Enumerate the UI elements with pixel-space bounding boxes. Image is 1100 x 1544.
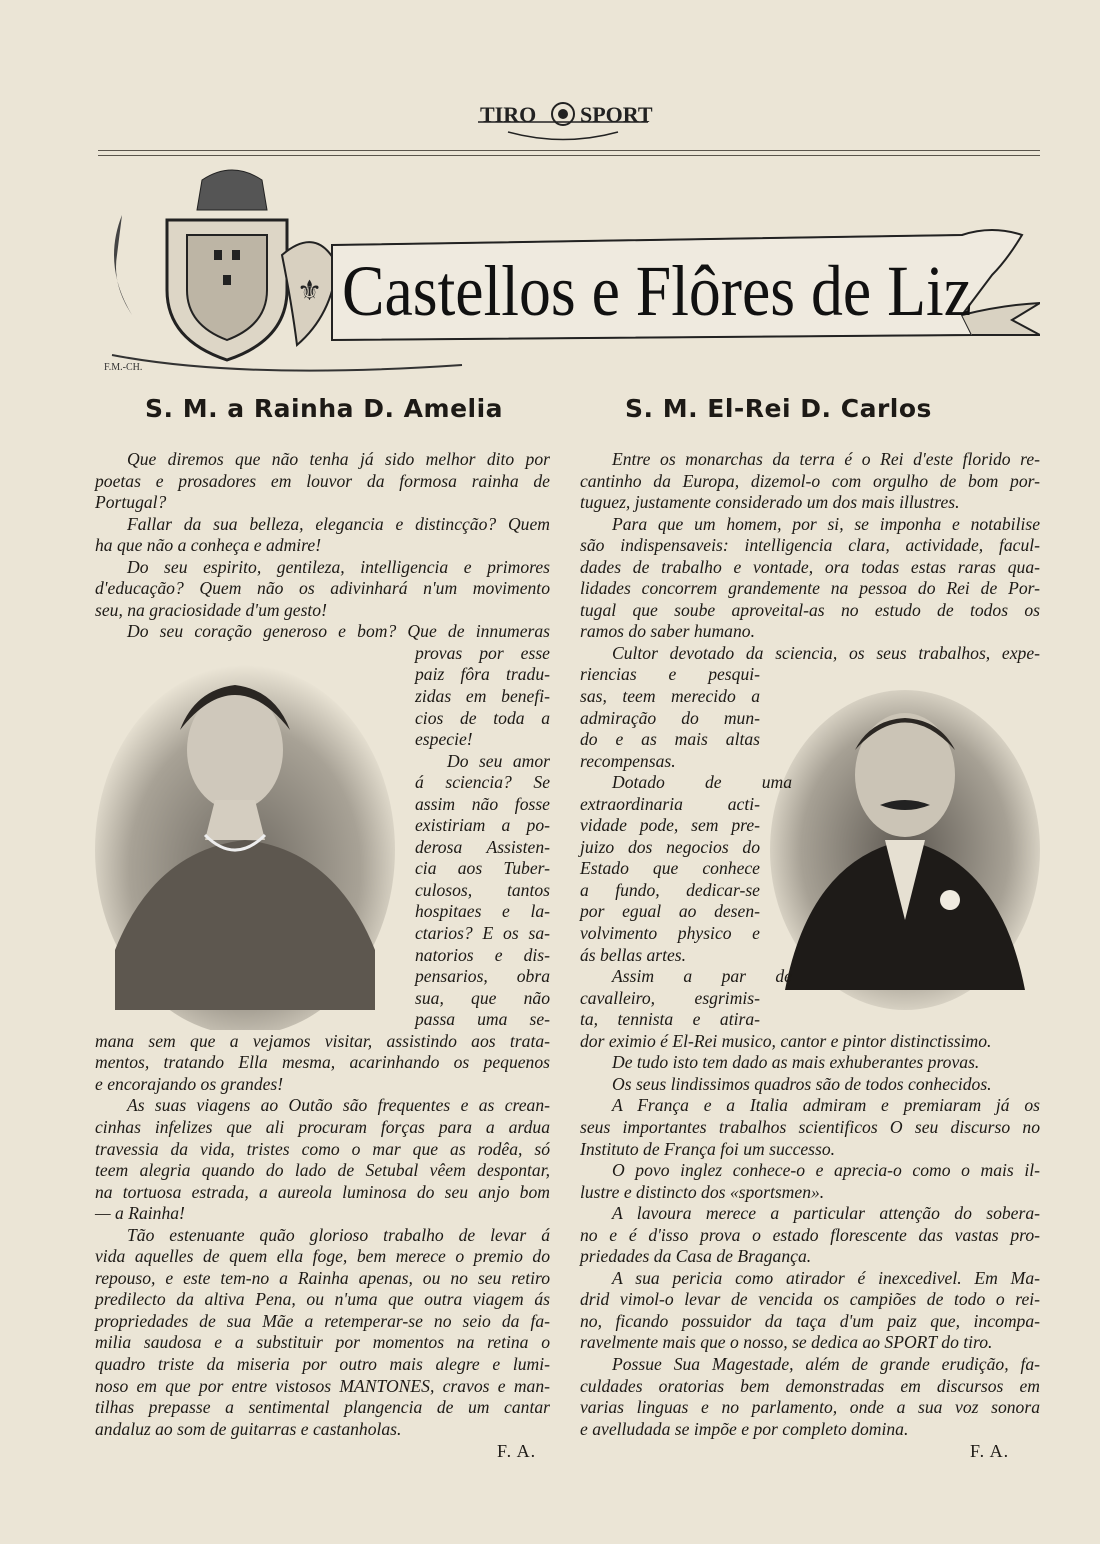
text-line: volvimento physico e: [580, 923, 760, 944]
text-line: sas, teem merecido a: [580, 686, 760, 707]
text-line: De tudo isto tem dado as mais exhuberantes provas.: [612, 1052, 980, 1073]
text-line: Os seus lindissimos quadros são de todos conhecidos.: [612, 1073, 992, 1094]
text-line: assim não fosse: [415, 793, 550, 814]
text-line: culosos, tantos: [415, 879, 550, 900]
text-line: travessia da vida, tristes como o mar que as rodêa, só: [95, 1138, 550, 1159]
title-banner: [92, 165, 1040, 385]
text-line: por egual ao desen-: [580, 901, 760, 922]
text-line: varias linguas e no parlamento, onde a sua voz sonora: [580, 1397, 1040, 1418]
text-line: Do seu coração generoso e bom? Que de innumeras: [127, 621, 550, 642]
svg-text:⚜: ⚜: [297, 276, 323, 307]
text-line: são indispensaveis: intelligencia clara, actividade, facul-: [580, 535, 1040, 556]
banner-title: Castellos e Flôres de Liz: [342, 251, 972, 331]
text-line: mentos, tratando Ella mesma, acarinhando os pequenos: [95, 1052, 550, 1073]
text-line: propriedades de sua Mãe a retemperar-se no seio da fa-: [95, 1310, 550, 1331]
text-line: mana sem que a vejamos visitar, assistindo aos trata-: [95, 1030, 550, 1051]
text-line: Tão estenuante quão glorioso trabalho de levar á: [127, 1224, 550, 1245]
text-line: drid vimol-o levar de vencida os campiões de todo o rei-: [580, 1289, 1040, 1310]
right-article-signature: F. A.: [970, 1441, 1010, 1461]
text-line: lustre e distincto dos «sportsmen».: [580, 1181, 825, 1202]
text-line: A França e a Italia admiram e premiaram já os: [612, 1095, 1040, 1116]
text-line: hospitaes e la-: [415, 901, 550, 922]
text-line: O povo inglez conhece-o e aprecia-o como o mais il-: [612, 1160, 1040, 1181]
text-line: Portugal?: [95, 492, 167, 513]
text-line: natorios e dis-: [415, 944, 550, 965]
text-line: A sua pericia como atirador é inexcedivel. Em Ma-: [612, 1267, 1040, 1288]
header-rule: [98, 155, 1040, 156]
text-line: — a Rainha!: [95, 1203, 185, 1224]
text-line: na tortuosa estrada, a aureola luminosa do seu anjo bom: [95, 1181, 550, 1202]
text-line: existiriam a po-: [415, 815, 550, 836]
text-line: cios de toda a: [415, 707, 550, 728]
svg-text:TIRO: TIRO: [480, 102, 537, 127]
text-line: dades de trabalho e vontade, ora todas estas raras qua-: [580, 556, 1040, 577]
text-line: ctarios? E os sa-: [415, 923, 550, 944]
text-line: cavalleiro, esgrimis-: [580, 987, 760, 1008]
text-line: Assim a par de: [612, 966, 792, 987]
left-article-heading: S. M. a Rainha D. Amelia: [145, 394, 504, 423]
text-line: pensarios, obra: [415, 966, 550, 987]
text-line: e avelludada se impõe e por completo domina.: [580, 1418, 909, 1439]
text-line: cinhas infelizes que ali procuram forças para a ardua: [95, 1116, 550, 1137]
text-line: dor eximio é El-Rei musico, cantor e pintor distinctissimo.: [580, 1030, 992, 1051]
text-line: seus importantes trabalhos scientificos O seu discurso no: [580, 1116, 1040, 1137]
text-line: derosa Assisten-: [415, 836, 550, 857]
right-article-heading: S. M. El-Rei D. Carlos: [625, 394, 932, 423]
text-line: recompensas.: [580, 750, 676, 771]
text-line: especie!: [415, 729, 473, 750]
text-line: tilhas prepasse a sentimental plangencia de um cantar: [95, 1397, 550, 1418]
text-line: A lavoura merece a particular attenção do sobera-: [612, 1203, 1040, 1224]
text-line: Fallar da sua belleza, elegancia e distincção? Quem: [127, 513, 550, 534]
text-line: lidades concorrem grandemente na pessoa do Rei de Por-: [580, 578, 1040, 599]
text-line: a fundo, dedicar-se: [580, 879, 760, 900]
text-line: no, ficando possuidor da taça d'um paiz que, incompa-: [580, 1310, 1040, 1331]
text-line: Estado que conhece: [580, 858, 760, 879]
svg-text:SPORT: SPORT: [580, 102, 653, 127]
text-line: zidas em benefi-: [415, 686, 550, 707]
text-line: sua, que não: [415, 987, 550, 1008]
text-line: cantinho da Europa, dizemol-o com orgulho de bom por-: [580, 470, 1040, 491]
text-line: As suas viagens ao Outão são frequentes e as crean-: [127, 1095, 550, 1116]
text-line: quadro triste da miseria por outro mais alegre e lumi-: [95, 1353, 550, 1374]
text-line: no e é d'isso prova o estado florescente das vastas pro-: [580, 1224, 1040, 1245]
text-line: seu, na graciosidade d'um gesto!: [95, 599, 327, 620]
text-line: admiração do mun-: [580, 707, 760, 728]
text-line: cia aos Tuber-: [415, 858, 550, 879]
text-line: Instituto de França foi um successo.: [580, 1138, 836, 1159]
text-line: do e as mais altas: [580, 729, 760, 750]
text-line: provas por esse: [415, 642, 550, 663]
text-line: vida aquelles de quem ella foge, bem merece o premio do: [95, 1246, 550, 1267]
text-line: noso em que por entre vistosos MANTONES, cravos e man-: [95, 1375, 550, 1396]
text-line: Cultor devotado da sciencia, os seus trabalhos, expe-: [612, 642, 1040, 663]
text-line: Que diremos que não tenha já sido melhor dito por: [127, 449, 550, 469]
text-line: tugal que soube aproveital-as no estudo de todos os: [580, 599, 1040, 620]
left-article-signature: F. A.: [497, 1441, 537, 1461]
text-line: Entre os monarchas da terra é o Rei d'este florido re-: [612, 449, 1040, 469]
text-line: d'educação? Quem não os adivinhará n'um movimento: [95, 578, 550, 599]
right-article-body: [580, 449, 1040, 1440]
text-line: ha que não a conheça e admire!: [95, 535, 322, 556]
text-line: vidade pode, sem pre-: [580, 815, 760, 836]
text-line: ramos do saber humano.: [580, 621, 755, 642]
header-rule: [98, 150, 1040, 151]
text-line: Dotado de uma: [612, 772, 792, 793]
text-line: riencias e pesqui-: [580, 664, 760, 685]
text-line: milia saudosa e a substituir por momentos na retina o: [95, 1332, 550, 1353]
text-line: ta, tennista e atira-: [580, 1009, 760, 1030]
masthead-logo: [468, 92, 658, 144]
text-line: poetas e prosadores em louvor da formosa rainha de: [95, 470, 550, 491]
text-line: passa uma se-: [415, 1009, 550, 1030]
left-article-body: [95, 449, 550, 1440]
text-line: Para que um homem, por si, se imponha e notabilise: [612, 513, 1040, 534]
text-line: paiz fôra tradu-: [415, 664, 550, 685]
text-line: e encorajando os grandes!: [95, 1073, 284, 1094]
text-line: priedades da Casa de Bragança.: [580, 1246, 812, 1267]
text-line: extraordinaria acti-: [580, 793, 760, 814]
text-line: predilecto da altiva Pena, ou n'uma que outra viagem ás: [95, 1289, 550, 1310]
text-line: teem alegria quando do lado de Setubal vêem despontar,: [95, 1160, 550, 1181]
text-line: á sciencia? Se: [415, 772, 550, 793]
text-line: Do seu espirito, gentileza, intelligencia e primores: [127, 556, 550, 577]
text-line: andaluz ao som de guitarras e castanholas.: [95, 1418, 402, 1439]
text-line: Do seu amor: [447, 750, 550, 771]
text-line: repouso, e este tem-no a Rainha apenas, ou no seu retiro: [95, 1267, 550, 1288]
text-line: tuguez, justamente considerado um dos mais illustres.: [580, 492, 960, 513]
text-line: juizo dos negocios do: [580, 836, 760, 857]
artist-signature: F.M.-CH.: [104, 362, 143, 373]
text-line: ás bellas artes.: [580, 944, 687, 965]
text-line: ravelmente mais que o nosso, se dedica ao SPORT do tiro.: [580, 1332, 993, 1353]
text-line: Possue Sua Magestade, além de grande erudição, fa-: [612, 1353, 1040, 1374]
text-line: culdades oratorias bem demonstradas em discursos em: [580, 1375, 1040, 1396]
